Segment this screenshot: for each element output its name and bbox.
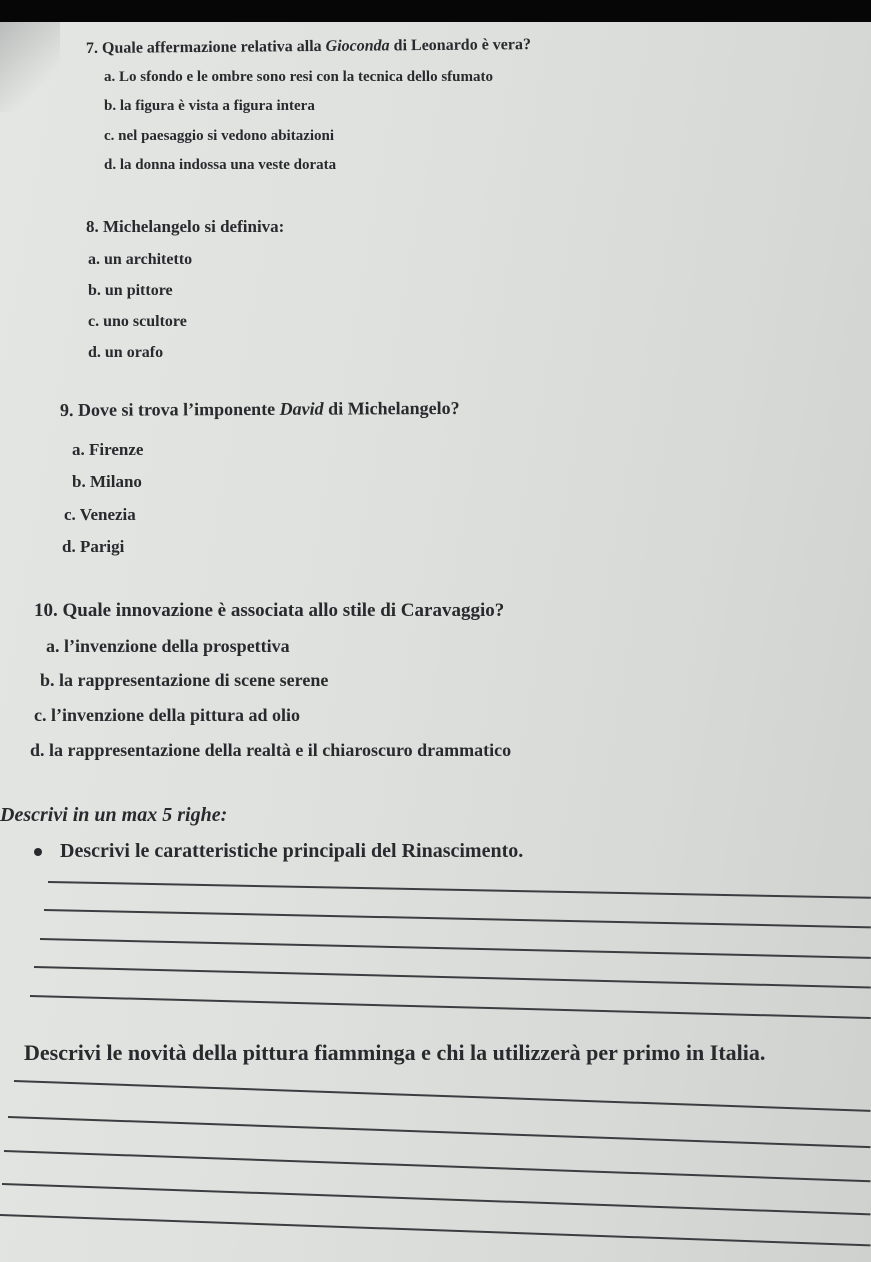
option-letter: a.	[104, 69, 116, 85]
option-letter: d.	[88, 344, 101, 361]
option-9b[interactable]	[72, 472, 142, 492]
option-letter: b.	[104, 98, 117, 114]
option-text: l’invenzione della prospettiva	[64, 636, 290, 656]
question-10	[34, 600, 504, 622]
option-letter: c.	[88, 313, 100, 330]
option-text: uno scultore	[103, 313, 187, 330]
option-10a[interactable]	[46, 636, 290, 657]
option-letter: b.	[40, 670, 55, 690]
option-letter: d.	[62, 537, 76, 556]
page-fold-shadow	[0, 22, 60, 112]
option-letter: a.	[46, 636, 60, 656]
option-text: un orafo	[104, 344, 164, 361]
option-10b[interactable]	[40, 670, 328, 691]
option-letter: a.	[72, 440, 85, 459]
option-text: la rappresentazione di scene serene	[59, 670, 329, 690]
question-9	[60, 398, 460, 421]
question-italic-title: David	[279, 398, 324, 419]
option-text: Venezia	[79, 505, 136, 524]
option-text: la donna indossa una veste dorata	[119, 157, 337, 173]
question-text: Quale affermazione relativa alla	[101, 37, 326, 57]
writing-section-title: Descrivi in un max 5 righe:	[0, 804, 228, 826]
question-number: 7.	[85, 39, 99, 57]
option-8b[interactable]	[88, 282, 173, 300]
question-text-end: di Michelangelo?	[323, 397, 460, 419]
option-10d[interactable]	[30, 740, 511, 761]
option-text: un architetto	[104, 251, 193, 268]
question-text: Michelangelo si definiva:	[103, 217, 285, 236]
option-text: Firenze	[89, 440, 144, 459]
option-text: la figura è vista a figura intera	[119, 98, 315, 114]
question-number: 8.	[86, 217, 99, 236]
option-text: la rappresentazione della realtà e il chiaroscuro drammatico	[49, 740, 512, 760]
question-text: Quale innovazione è associata allo stile di Caravaggio?	[62, 600, 505, 621]
option-text: l’invenzione della pittura ad olio	[51, 705, 301, 725]
option-9d[interactable]	[62, 537, 124, 557]
option-letter: a.	[88, 251, 100, 268]
question-number: 10.	[34, 600, 58, 621]
option-8d[interactable]	[88, 344, 163, 362]
option-text: Lo sfondo e le ombre sono resi con la tecnica dello sfumato	[119, 69, 494, 85]
option-letter: d.	[30, 740, 45, 760]
question-text-end: di Leonardo è vera?	[389, 36, 532, 55]
option-text: Parigi	[79, 537, 125, 556]
option-7a[interactable]	[104, 69, 493, 86]
option-text: Milano	[89, 472, 142, 491]
option-9c[interactable]	[64, 505, 136, 525]
option-7d[interactable]	[104, 157, 336, 174]
option-text: nel paesaggio si vedono abitazioni	[118, 128, 335, 144]
option-letter: b.	[88, 282, 101, 299]
option-10c[interactable]	[34, 705, 300, 726]
option-9a[interactable]	[72, 440, 143, 460]
writing-prompt-1	[34, 840, 523, 863]
writing-prompt-2: Descrivi le novità della pittura fiamminga e chi la utilizzerà per primo in Italia.	[24, 1040, 766, 1065]
question-number: 9.	[59, 399, 74, 420]
option-8a[interactable]	[88, 251, 192, 269]
option-letter: c.	[34, 705, 47, 725]
option-letter: c.	[64, 505, 76, 524]
question-italic-title: Gioconda	[325, 37, 390, 55]
bullet-icon	[34, 848, 42, 856]
option-letter: b.	[72, 472, 86, 491]
option-7c[interactable]	[104, 128, 334, 145]
question-text: Dove si trova l’imponente	[77, 398, 280, 420]
option-letter: d.	[104, 157, 117, 173]
top-dark-border	[0, 0, 871, 22]
option-text: un pittore	[104, 282, 173, 299]
option-8c[interactable]	[88, 313, 187, 331]
option-7b[interactable]	[104, 98, 315, 115]
prompt-text: Descrivi le caratteristiche principali del Rinascimento.	[60, 840, 524, 862]
option-letter: c.	[104, 128, 115, 144]
question-8	[86, 217, 284, 237]
